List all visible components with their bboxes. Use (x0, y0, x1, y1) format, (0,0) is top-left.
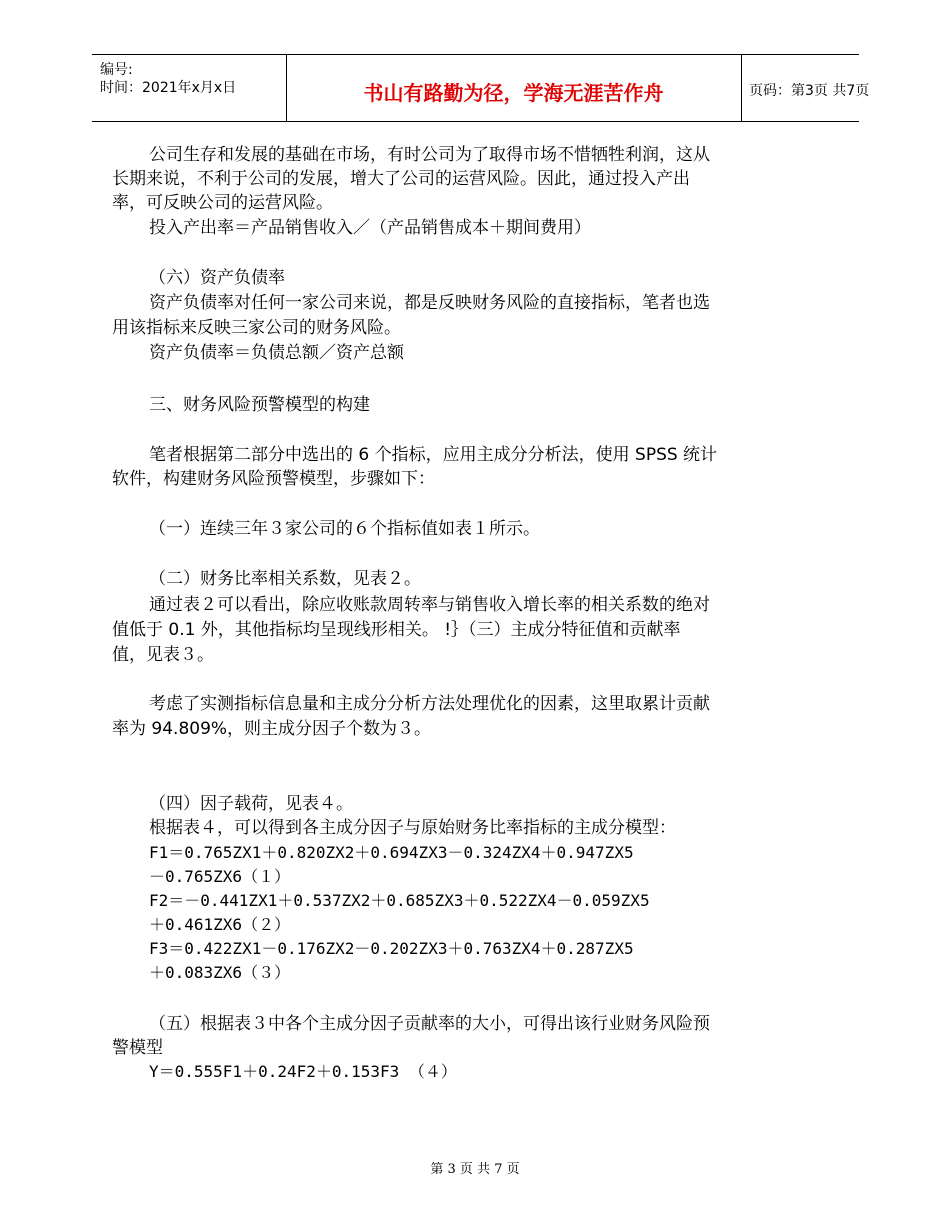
header-page-number: 页码：第3页 共7页 (749, 83, 870, 99)
paragraph-line: 软件，构建财务风险预警模型，步骤如下： (112, 469, 435, 489)
paragraph-line: 用该指标来反映三家公司的财务风险。 (112, 318, 401, 338)
paragraph-line: 率为 94.809%，则主成分因子个数为３。 (112, 719, 432, 739)
paragraph-line: 警模型 (112, 1038, 163, 1058)
page-header (92, 54, 870, 122)
equation-line: －0.765ZX6（１） (149, 867, 291, 886)
section-heading: 三、财务风险预警模型的构建 (149, 395, 370, 415)
equation-line: ＋0.461ZX6（２） (149, 915, 291, 934)
paragraph-line: 笔者根据第二部分中选出的 6 个指标，应用主成分分析法，使用 SPSS 统计 (149, 445, 718, 465)
paragraph-line: 值，见表３。 (112, 645, 214, 665)
paragraph-line: 长期来说，不利于公司的发展，增大了公司的运营风险。因此，通过投入产出 (112, 169, 690, 189)
equation-line: F2＝－0.441ZX1＋0.537ZX2＋0.685ZX3＋0.522ZX4－0.059ZX5 (149, 891, 650, 910)
header-left-cell (92, 55, 287, 121)
paragraph-line: 值低于 0.1 外，其他指标均呈现线形相关。 !｝（三）主成分特征值和贡献率 (112, 620, 681, 640)
header-right-cell (741, 55, 870, 121)
formula-line: 资产负债率＝负债总额／资产总额 (149, 343, 404, 363)
equation-line: F1＝0.765ZX1＋0.820ZX2＋0.694ZX3－0.324ZX4＋0.947ZX5 (149, 843, 634, 862)
paragraph-line: 公司生存和发展的基础在市场，有时公司为了取得市场不惜牺牲利润，这从 (149, 145, 710, 165)
equation-line: ＋0.083ZX6（３） (149, 963, 291, 982)
paragraph-line: 通过表２可以看出，除应收账款周转率与销售收入增长率的相关系数的绝对 (149, 595, 710, 615)
section-heading: （二）财务比率相关系数，见表２。 (149, 569, 421, 589)
section-heading: （六）资产负债率 (149, 268, 285, 288)
paragraph-line: 考虑了实测指标信息量和主成分分析方法处理优化的因素，这里取累计贡献 (149, 694, 710, 714)
page-footer: 第 3 页 共 7 页 (430, 1162, 520, 1177)
section-heading: （一）连续三年３家公司的６个指标值如表１所示。 (149, 519, 540, 539)
section-heading: （四）因子载荷，见表４。 (149, 794, 353, 814)
paragraph-line: 率，可反映公司的运营风险。 (112, 193, 333, 213)
header-motto-cell (286, 55, 742, 121)
paragraph-line: 资产负债率对任何一家公司来说，都是反映财务风险的直接指标，笔者也选 (149, 293, 710, 313)
section-heading: （五）根据表３中各个主成分因子贡献率的大小，可得出该行业财务风险预 (149, 1014, 710, 1034)
number-label: 编号: (100, 62, 133, 78)
formula-line: 投入产出率＝产品销售收入／（产品销售成本＋期间费用） (149, 218, 591, 238)
paragraph-line: 根据表４，可以得到各主成分因子与原始财务比率指标的主成分模型： (149, 818, 676, 838)
equation-line: Y＝0.555F1＋0.24F2＋0.153F3 （４） (149, 1062, 457, 1081)
header-motto: 书山有路勤为径，学海无涯苦作舟 (363, 81, 664, 105)
time-label: 时间：2021年x月x日 (100, 80, 237, 96)
equation-line: F3＝0.422ZX1－0.176ZX2－0.202ZX3＋0.763ZX4＋0.287ZX5 (149, 939, 634, 958)
